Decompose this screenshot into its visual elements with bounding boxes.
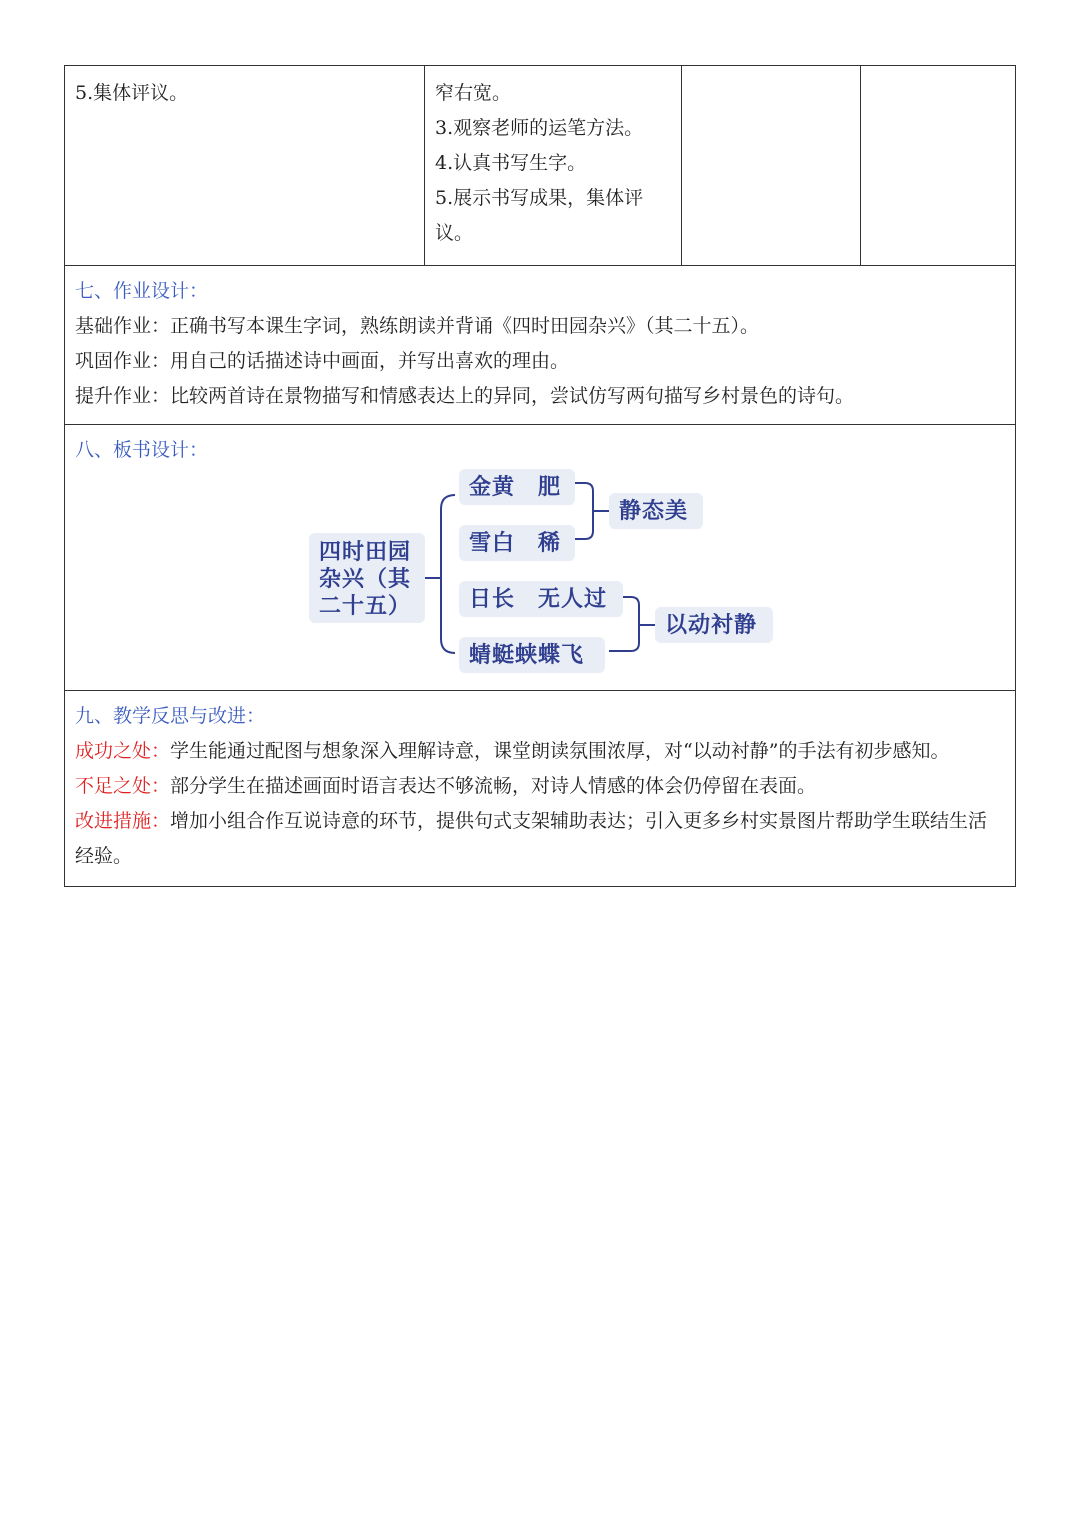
- reflection-text: 部分学生在描述画面时语言表达不够流畅，对诗人情感的体会仍停留在表面。: [170, 775, 817, 797]
- text-line: 5.展示书写成果，集体评议。: [435, 187, 644, 244]
- board-root-node: [309, 533, 425, 623]
- homework-line: 基础作业：正确书写本课生字词，熟练朗读并背诵《四时田园杂兴》（其二十五）。: [75, 315, 760, 337]
- board-design-section: [65, 425, 1015, 691]
- board-branch-text: 日长 无人过: [469, 586, 608, 612]
- board-group-node: [655, 607, 773, 643]
- section-title: 八、板书设计：: [75, 439, 209, 461]
- homework-line: 提升作业：比较两首诗在景物描写和情感表达上的异同，尝试仿写两句描写乡村景色的诗句。: [75, 385, 855, 407]
- text-line: 3.观察老师的运笔方法。: [435, 117, 644, 139]
- homework-line: 巩固作业：用自己的话描述诗中画面，并写出喜欢的理由。: [75, 350, 570, 372]
- reflection-text: 增加小组合作互说诗意的环节，提供句式支架辅助表达；引入更多乡村实景图片帮助学生联结生活经验。: [75, 810, 988, 867]
- reflection-item: [75, 769, 1005, 804]
- reflection-label: 成功之处：: [75, 740, 171, 762]
- text-line: 4.认真书写生字。: [435, 152, 587, 174]
- board-branch-text: 金黄 肥: [469, 474, 562, 500]
- board-branch-text: 蜻蜓蛱蝶飞: [469, 642, 585, 668]
- section-title: 九、教学反思与改进：: [75, 705, 266, 727]
- reflection-text: 学生能通过配图与想象深入理解诗意，课堂朗读氛围浓厚，对“以动衬静”的手法有初步感知。: [170, 740, 950, 762]
- text-line: 5.集体评议。: [75, 82, 189, 104]
- board-branch-node: [459, 469, 575, 505]
- homework-section: [65, 266, 1015, 425]
- board-root-text: 四时田园杂兴（其二十五）: [319, 540, 412, 619]
- table-row: [65, 66, 1015, 266]
- reflection-item: [75, 804, 1005, 874]
- lesson-plan-table: [64, 65, 1016, 887]
- board-group-text: 静态美: [619, 498, 689, 524]
- section-title: 七、作业设计：: [75, 280, 209, 302]
- table-cell-student-activity: [425, 66, 682, 265]
- board-group-node: [609, 493, 703, 529]
- board-group-text: 以动衬静: [665, 612, 758, 638]
- board-branch-node: [459, 581, 623, 617]
- board-branch-text: 雪白 稀: [469, 530, 562, 556]
- table-cell-empty: [682, 66, 861, 265]
- board-branch-node: [459, 525, 575, 561]
- table-cell-activity: [65, 66, 425, 265]
- text-line: 窄右宽。: [435, 82, 512, 104]
- reflection-item: [75, 734, 1005, 769]
- reflection-label: 改进措施：: [75, 810, 171, 832]
- table-cell-empty: [861, 66, 1015, 265]
- board-branch-node: [459, 637, 605, 673]
- reflection-label: 不足之处：: [75, 775, 171, 797]
- reflection-section: [65, 691, 1015, 886]
